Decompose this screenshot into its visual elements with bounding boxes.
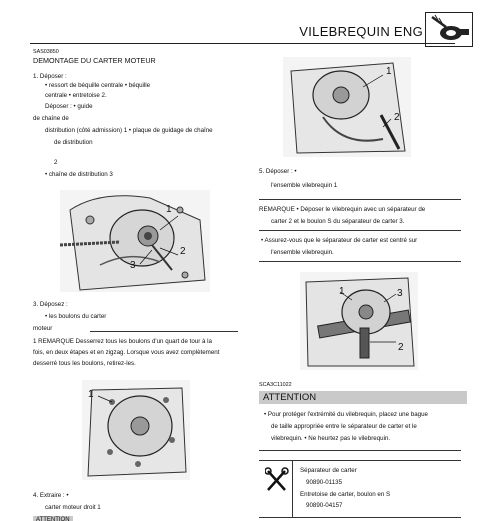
step4-line: carter moteur droit 1 (45, 504, 101, 511)
step3-line: moteur (33, 325, 53, 332)
wrench-icon (265, 466, 289, 494)
divider-rule (259, 230, 461, 231)
callout-label: 2 (398, 342, 404, 353)
special-tools-box (259, 460, 461, 518)
crankshaft-icon (425, 12, 473, 47)
step1-line: centrale • entretoise 2. (45, 92, 107, 99)
callout-label: 2 (180, 246, 186, 257)
step5-line: l'ensemble vilebrequin 1 (271, 182, 338, 189)
attention-line: de taille appropriée entre le séparateur de carter et le (271, 423, 417, 430)
section-code: SAS03850 (33, 49, 59, 55)
tool-part-number: 90890-04157 (306, 502, 343, 509)
attention-line: • Pour protéger l'extrémité du vilebrequin, placez une bague (264, 411, 428, 418)
engine-illustration-case-separator (300, 272, 418, 370)
callout-label: 3 (397, 288, 403, 299)
step1-line: de distribution (54, 139, 93, 146)
remark-line: carter 2 et le boulon S du séparateur de carter 3. (271, 218, 405, 225)
attention-heading: ATTENTION (259, 391, 467, 404)
bullet-line: • Assurez-vous que le séparateur de carter est centré sur (261, 237, 418, 244)
step1-line: Déposer : • guide (45, 103, 93, 110)
tool-divider (292, 461, 293, 517)
attention-heading-cut: ATTENTION (33, 516, 73, 521)
header-rule (30, 43, 455, 44)
attention-line: vilebrequin. • Ne heurtez pas le vilebrequin. (271, 435, 391, 442)
remark-line: REMARQUE • Déposer le vilebrequin avec un séparateur de (259, 206, 426, 213)
divider-rule (259, 261, 461, 262)
step3-line: 1 REMARQUE Desserrez tous les boulons d'un quart de tour à la (33, 338, 212, 345)
callout-label: 1 (339, 286, 345, 297)
divider-rule (259, 199, 461, 200)
step5-line: 5. Déposer : • (259, 168, 297, 175)
step3-line: desserré tous les boulons, retirez-les. (33, 360, 136, 367)
engine-illustration-timing-chain (60, 190, 210, 292)
step1-line: 1. Déposer : (33, 73, 67, 80)
tool-name: Séparateur de carter (300, 467, 357, 474)
step1-line: 2 (54, 159, 58, 166)
step1-line: • ressort de béquille centrale • béquille (45, 82, 151, 89)
callout-label: 3 (130, 260, 136, 271)
divider-rule (259, 450, 461, 451)
section-code: SCA3C11022 (259, 382, 292, 388)
callout-label: 1 (88, 389, 94, 400)
step4-line: 4. Extraire : • (33, 492, 69, 499)
callout-label: 2 (394, 112, 400, 123)
callout-label: 1 (166, 204, 172, 215)
callout-label: 1 (386, 66, 392, 77)
step3-line: • les boulons du carter (45, 313, 107, 320)
section-title: DEMONTAGE DU CARTER MOTEUR (33, 56, 156, 65)
step1-line: de chaîne de (33, 115, 69, 122)
page-title: VILEBREQUIN ENG (299, 24, 423, 39)
engine-illustration-crankcase-bolts (82, 380, 190, 480)
step3-line: 3. Déposez : (33, 301, 68, 308)
bullet-line: l'ensemble vilebrequin. (271, 249, 334, 256)
step1-line: distribution (côté admission) 1 • plaque de guidage de chaîne (45, 127, 213, 134)
step3-line: fois, en deux étapes et en zigzag. Lorsque vous avez complètement (33, 349, 220, 356)
tool-name: Entretoise de carter, boulon en S (300, 491, 391, 498)
tool-part-number: 90890-01135 (306, 479, 343, 486)
underline-rule (90, 331, 238, 332)
step1-line: • chaîne de distribution 3 (45, 171, 113, 178)
